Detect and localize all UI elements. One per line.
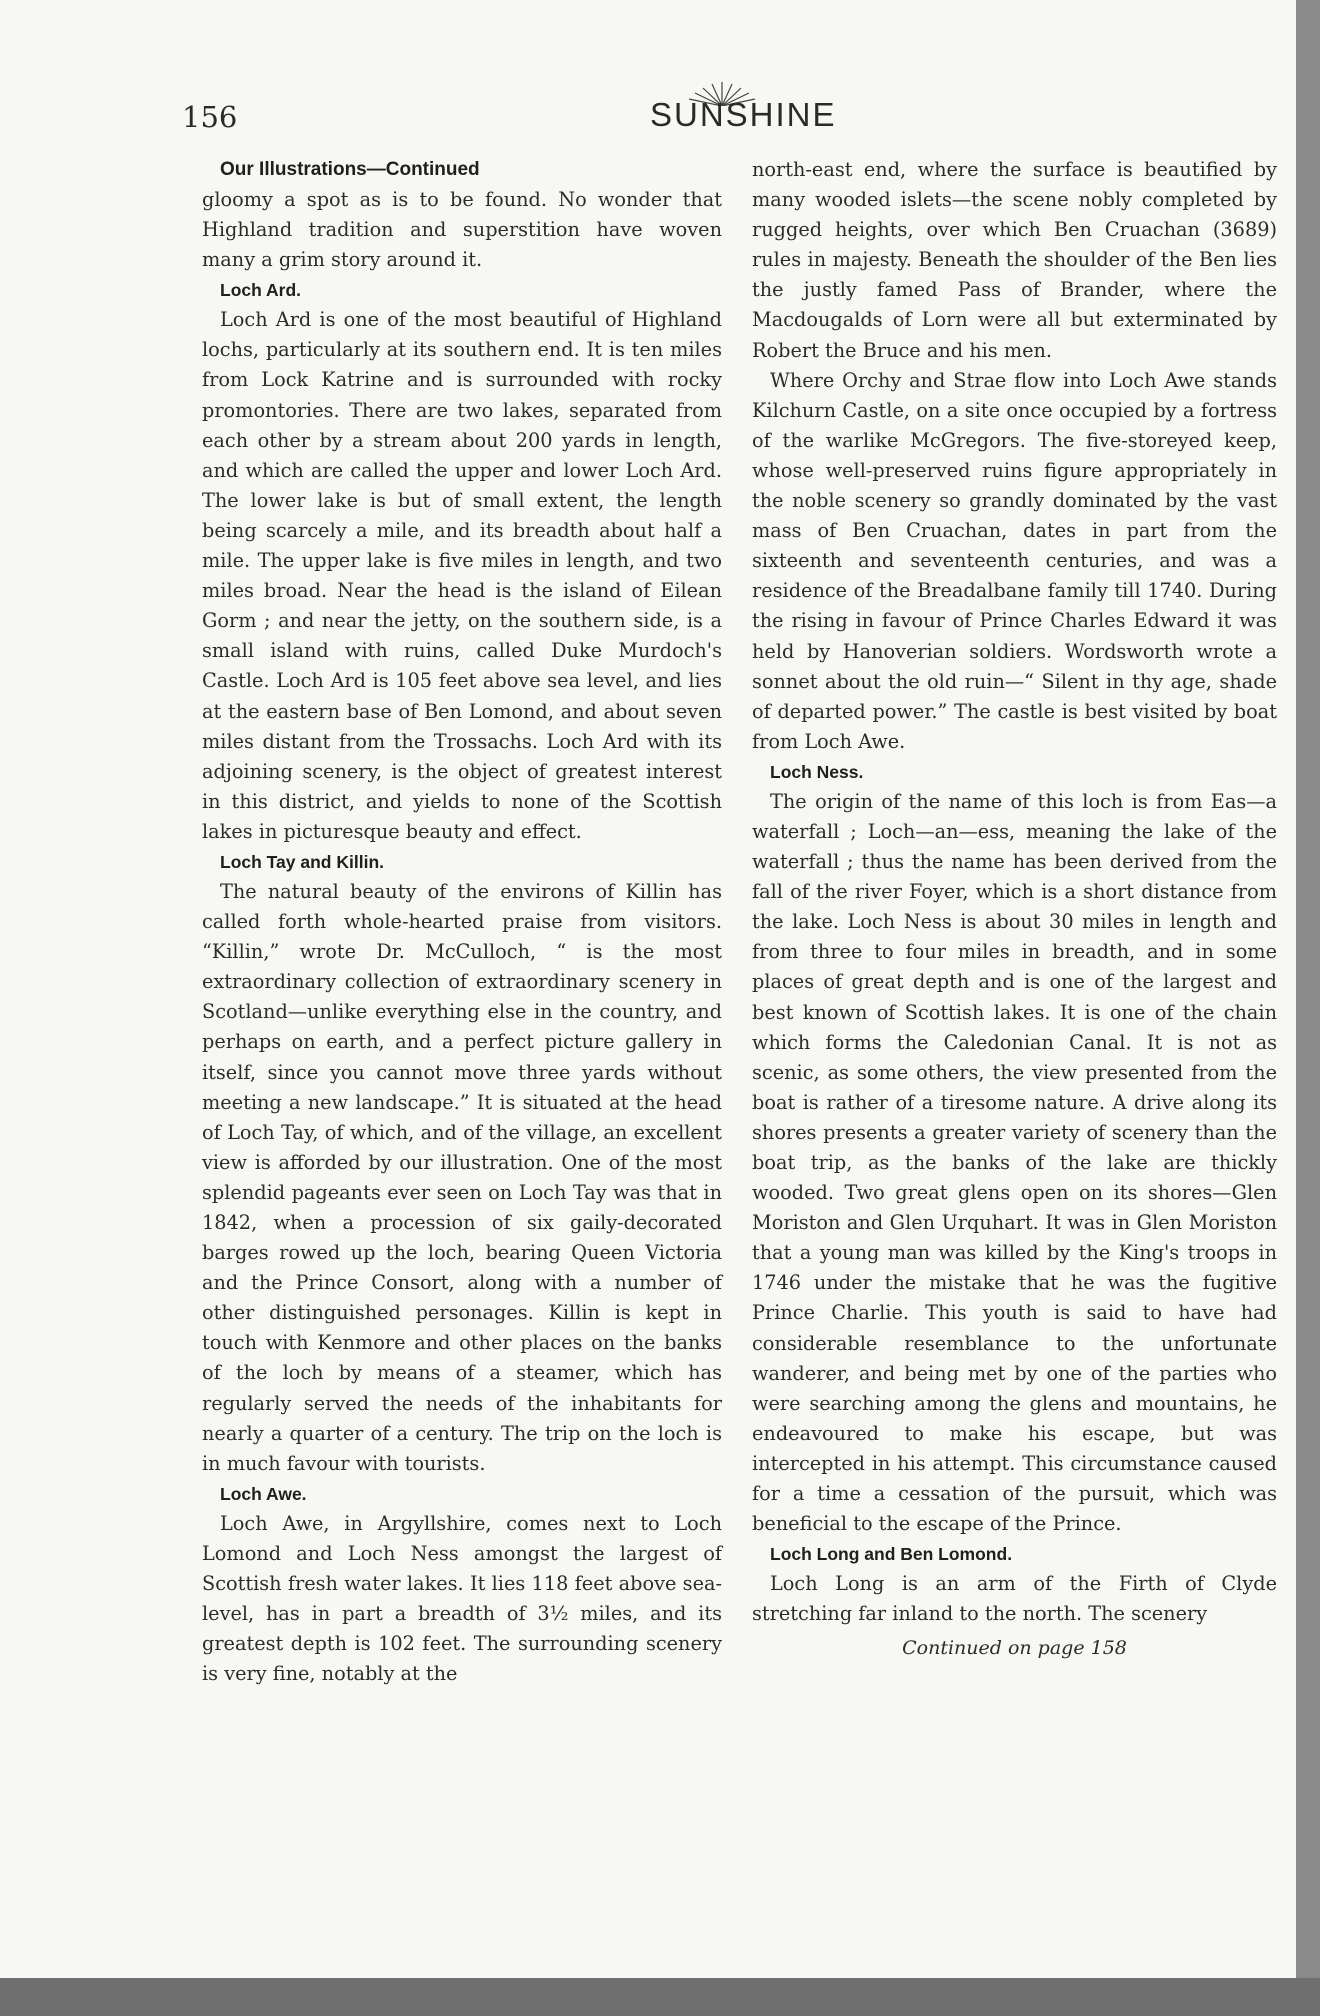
paragraph: Where Orchy and Strae flow into Loch Awe stands Kilchurn Castle, on a site once occupied by a fortress of the warlike McGregors. The five-storeyed keep, whose well-preserved ruins figure appropriately in the noble scenery so grandly dominated by the vast mass of Ben Cruachan, dates in part from the sixteenth and seventeenth centuries, and was a residence of the Breadalbane family till 1740. During the rising in favour of Prince Charles Edward it was held by Hanoverian soldiers. Wordsworth wrote a sonnet about the old ruin—“ Silent in thy age, shade of departed power.” The castle is best visited by boat from Loch Awe.: [752, 368, 1277, 753]
paragraph: Loch Long is an arm of the Firth of Clyde stretching far inland to the north. The scenery: [752, 1572, 1277, 1626]
paragraph: Loch Ard is one of the most beautiful of Highland lochs, particularly at its southern end. It is ten miles from Lock Katrine and is surrounded with rocky promontories. There are two lakes, separated from each other by a stream about 200 yards in length, and which are called the upper and lower Loch Ard. The lower lake is but of small extent, the length being scarcely a mile, and its breadth about half a mile. The upper lake is five miles in length, and two miles broad. Near the head is the island of Eilean Gorm ; and near the jetty, on the southern side, is a small island with ruins, called Duke Murdoch's Castle. Loch Ard is 105 feet above sea level, and lies at the eastern base of Ben Lomond, and about seven miles distant from the Trossachs. Loch Ard with its adjoining scenery, is the object of greatest interest in this district, and yields to none of the Scottish lakes in picturesque beauty and effect.: [202, 308, 722, 843]
paragraph: The origin of the name of this loch is from Eas—a waterfall ; Loch—an—ess, meaning the lake of the waterfall ; thus the name has been derived from the fall of the river Foyer, which is a short distance from the lake. Loch Ness is about 30 miles in length and from three to four miles in breadth, and in some places of great depth and is one of the largest and best known of Scottish lakes. It is one of the chain which forms the Caledonian Canal. It is not as scenic, as some others, the view presented from the boat is rather of a tiresome nature. A drive along its shores presents a greater variety of scenery than the boat trip, as the banks of the lake are thickly wooded. Two great glens open on its shores—Glen Moriston and Glen Urquhart. It was in Glen Moriston that a young man was killed by the King's troops in 1746 under the mistake that he was the fugitive Prince Charlie. This youth is said to have had considerable resemblance to the unfortunate wanderer, and being met by one of the parties who were searching among the glens and mountains, he endeavoured to make his escape, but was intercepted in his attempt. This circumstance caused for a time a cessation of the pursuit, which was beneficial to the escape of the Prince.: [752, 789, 1277, 1536]
paragraph: gloomy a spot as is to be found. No wonder that Highland tradition and superstition have woven many a grim story around it.: [202, 188, 722, 272]
section-heading: Loch Long and Ben Lomond.: [770, 1544, 1013, 1565]
paragraph: north-east end, where the surface is beautified by many wooded islets—the scene nobly completed by rugged heights, over which Ben Cruachan (3689) rules in majesty. Beneath the shoulder of the Ben lies the justly famed Pass of Brander, where the Macdougalds of Lorn were all but exterminated by Robert the Bruce and his men.: [752, 158, 1277, 362]
left-column: [202, 155, 722, 1689]
section-heading: Our Illustrations—Continued: [220, 159, 480, 180]
scan-edge-right: [1296, 0, 1320, 2016]
section-heading: Loch Tay and Killin.: [220, 851, 384, 872]
paragraph: Loch Awe, in Argyllshire, comes next to Loch Lomond and Loch Ness amongst the largest of Scottish fresh water lakes. It lies 118 feet above sea-level, has in part a breadth of 3½ miles, and its greatest depth is 102 feet. The surrounding scenery is very fine, notably at the: [202, 1511, 722, 1686]
right-column: [752, 155, 1277, 1664]
page-number: 156: [182, 100, 238, 134]
section-heading: Loch Ness.: [770, 761, 864, 782]
section-heading: Loch Ard.: [220, 280, 302, 301]
continued-note: Continued on page 158: [902, 1637, 1127, 1660]
section-heading: Loch Awe.: [220, 1483, 307, 1504]
masthead: SUNSHINE: [650, 96, 837, 133]
scan-edge-bottom: [0, 1978, 1320, 2016]
paragraph: The natural beauty of the environs of Killin has called forth whole-hearted praise from visitors. “Killin,” wrote Dr. McCulloch, “ is the most extraordinary collection of extraordinary scenery in Scotland—unlike everything else in the country, and perhaps on earth, and a perfect picture gallery in itself, since you cannot move three yards without meeting a new landscape.” It is situated at the head of Loch Tay, of which, and of the village, an excellent view is afforded by our illustration. One of the most splendid pageants ever seen on Loch Tay was that in 1842, when a procession of six gaily-decorated barges rowed up the loch, bearing Queen Victoria and the Prince Consort, along with a number of other distinguished personages. Killin is kept in touch with Kenmore and other places on the banks of the loch by means of a steamer, which has regularly served the needs of the inhabitants for nearly a quarter of a century. The trip on the loch is in much favour with tourists.: [202, 879, 722, 1475]
